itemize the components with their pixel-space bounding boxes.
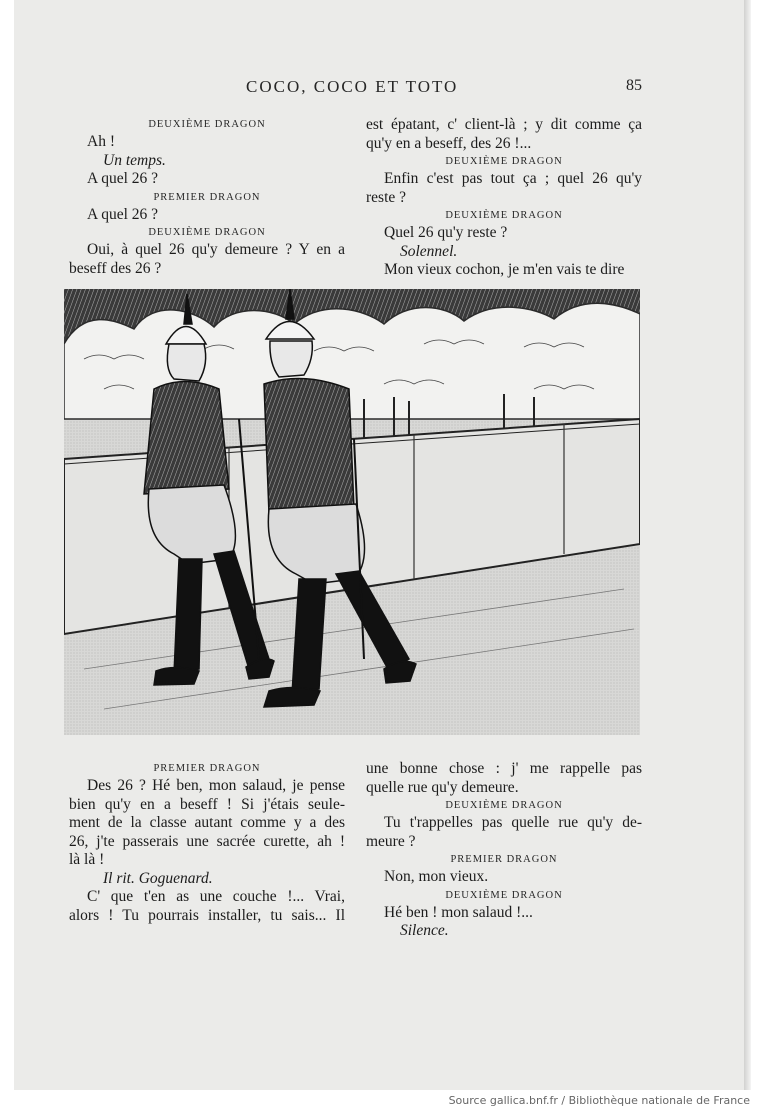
speaker-name: DEUXIÈME DRAGON <box>445 800 563 811</box>
speaker-name: DEUXIÈME DRAGON <box>148 227 266 238</box>
dialogue-line: là là ! <box>69 851 105 868</box>
stage-direction: Silence. <box>400 922 449 939</box>
dialogue-line: bien qu'y en a beseff ! Si j'étais seule- <box>69 795 345 813</box>
illustration-two-dragoons <box>64 289 640 735</box>
dialogue-line: beseff des 26 ? <box>69 259 162 277</box>
text-column-top-left <box>69 116 345 278</box>
text-column-top-right <box>366 116 642 280</box>
dialogue-line: C' que t'en as une couche !... Vrai, <box>87 888 345 905</box>
dialogue-line: Ah ! <box>87 133 115 150</box>
dialogue-line: Enfin c'est pas tout ça ; quel 26 qu'y <box>384 170 642 187</box>
speaker-name: DEUXIÈME DRAGON <box>445 156 563 167</box>
stage-direction: Solennel. <box>400 242 458 260</box>
dialogue-line: Tu t'rappelles pas quelle rue qu'y de- <box>384 814 642 831</box>
speaker-name: PREMIER DRAGON <box>450 854 558 865</box>
dialogue-line: A quel 26 ? <box>87 205 159 223</box>
dialogue-line: Quel 26 qu'y reste ? <box>384 224 508 241</box>
page-number: 85 <box>626 77 642 94</box>
text-column-bottom-right <box>366 760 642 941</box>
speaker-name: PREMIER DRAGON <box>153 763 261 774</box>
text-column-bottom-left <box>69 760 345 925</box>
source-credit: Source gallica.bnf.fr / Bibliothèque nationale de France <box>448 1094 750 1107</box>
dialogue-line: A quel 26 ? <box>87 170 159 187</box>
dialogue-line: Oui, à quel 26 qu'y demeure ? Y en a <box>87 241 345 258</box>
stage-direction: Il rit. Goguenard. <box>103 869 213 887</box>
dialogue-line: 26, j'te passerais une sacrée curette, ah ! <box>69 832 345 850</box>
dialogue-line: est épatant, c' client-là ; y dit comme ça <box>366 116 642 133</box>
dialogue-line: Mon vieux cochon, je m'en vais te dire <box>384 261 625 278</box>
dialogue-line: alors ! Tu pourrais installer, tu sais... Il <box>69 906 345 924</box>
dialogue-line: qu'y en a beseff, des 26 !... <box>366 134 532 152</box>
dialogue-line: une bonne chose : j' me rappelle pas <box>366 760 642 777</box>
dialogue-line: Non, mon vieux. <box>384 868 489 885</box>
stage-direction: Un temps. <box>103 151 166 169</box>
dialogue-line: Hé ben ! mon salaud !... <box>384 903 533 921</box>
dialogue-line: reste ? <box>366 188 407 206</box>
speaker-name: PREMIER DRAGON <box>153 191 261 203</box>
speaker-name: DEUXIÈME DRAGON <box>148 119 266 130</box>
dialogue-line: ment de la classe autant comme y a des <box>69 814 345 831</box>
speaker-name: DEUXIÈME DRAGON <box>445 889 563 901</box>
running-title: COCO, COCO ET TOTO <box>246 77 459 96</box>
speaker-name: DEUXIÈME DRAGON <box>445 210 563 221</box>
dialogue-line: quelle rue qu'y demeure. <box>366 778 519 796</box>
dialogue-line: Des 26 ? Hé ben, mon salaud, je pense <box>87 777 345 794</box>
page-edge-shadow <box>744 0 751 1090</box>
dialogue-line: meure ? <box>366 832 416 850</box>
